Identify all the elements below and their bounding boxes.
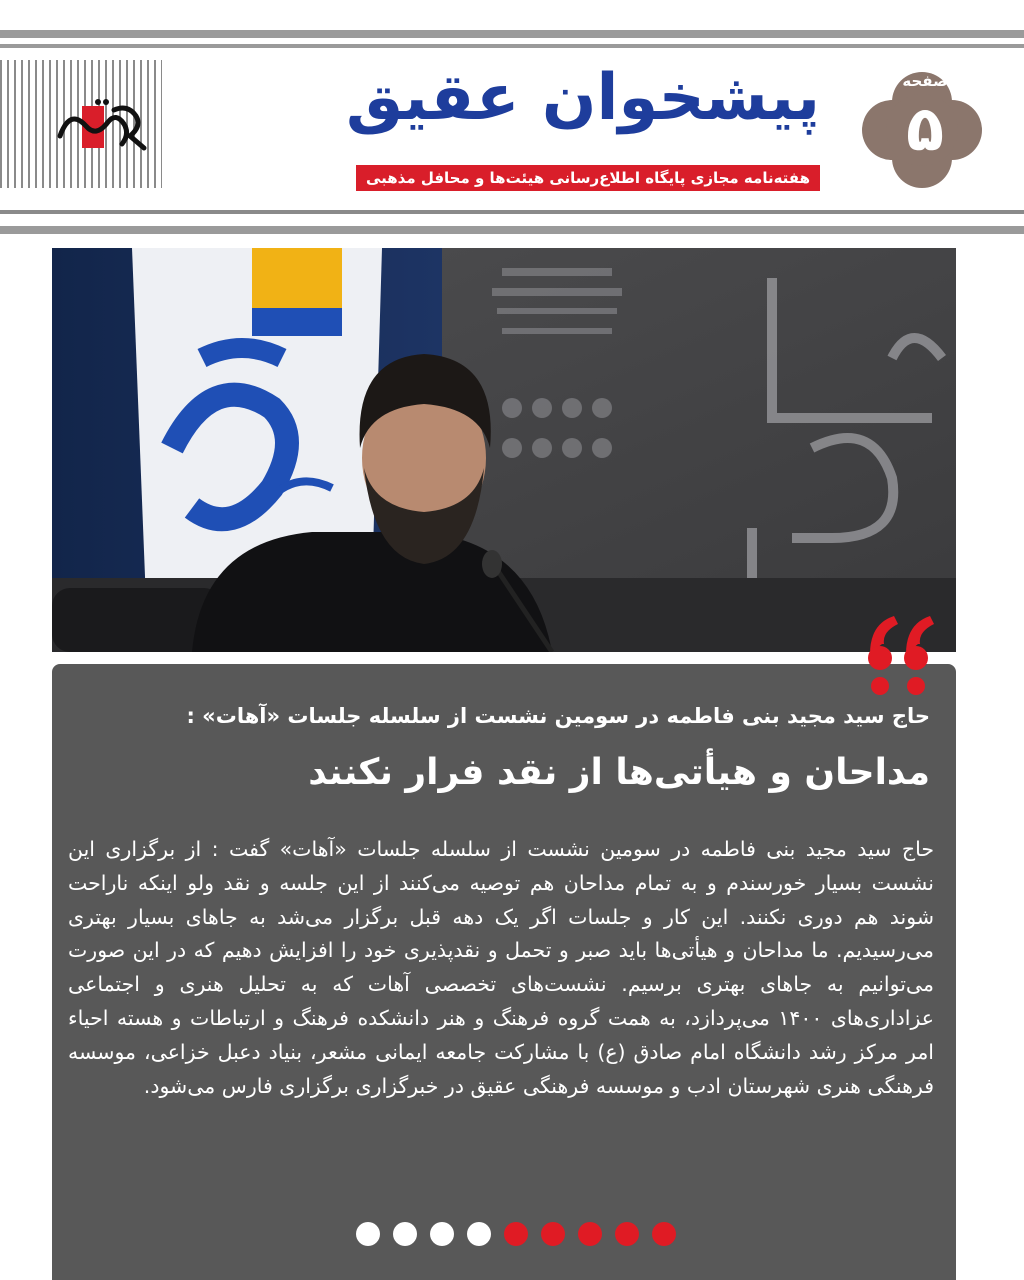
header-rule-2 xyxy=(0,226,1024,234)
top-rule-1 xyxy=(0,30,1024,38)
article-kicker: حاج سید مجید بنی فاطمه در سومین نشست از سلسله جلسات «آهات» : xyxy=(186,704,930,728)
pagination-dot[interactable] xyxy=(430,1222,454,1246)
header-rule-1 xyxy=(0,210,1024,214)
article-photo xyxy=(52,248,956,652)
pagination-dot[interactable] xyxy=(541,1222,565,1246)
pagination-dot[interactable] xyxy=(504,1222,528,1246)
article-body: حاج سید مجید بنی فاطمه در سومین نشست از سلسله جلسات «آهات» گفت : از برگزاری این نشست بسیار خورسندم و به تمام مداحان هم توصیه می‌کنند از این جلسه و نقد ولو اینکه ناراحت شوند هم دوری نکنند. این کار و جلسات اگر یک دهه قبل برگزار می‌شد به جاهای بسیار بهتری می‌رسیدیم. ما مداحان و هیأتی‌ها باید صبر و تحمل و نقدپذیری خود را افزایش دهیم که در این صورت می‌توانیم به جاهای بهتری برسیم. نشست‌های تخصصی آهات که به تحلیل هنری و اجتماعی عزاداری‌های ۱۴۰۰ می‌پردازد، به همت گروه فرهنگ و هنر دانشکده فرهنگ و ارتباطات و هسته احیاء امر مرکز رشد دانشگاه امام صادق (ع) با مشارکت جامعه ایمانی مشعر، بنیاد دعبل خزاعی، موسسه فرهنگی هنری شهرستان ادب و موسسه فرهنگی عقیق در خبرگزاری برگزاری فارس می‌شود. xyxy=(68,837,934,1098)
masthead-tagline: هفته‌نامه مجازی پایگاه اطلاع‌رسانی هیئت‌ها و محافل مذهبی xyxy=(356,165,820,191)
masthead-title: پیشخوان عقیق xyxy=(346,61,820,135)
article-headline: مداحان و هیأتی‌ها از نقد فرار نکنند xyxy=(308,752,930,793)
aqiq-logo xyxy=(54,96,154,160)
pagination-dot[interactable] xyxy=(393,1222,417,1246)
pagination-dots xyxy=(356,1222,676,1248)
pagination-dot[interactable] xyxy=(652,1222,676,1246)
page-number: ۵ xyxy=(906,92,944,165)
pagination-dot[interactable] xyxy=(467,1222,491,1246)
quote-icon xyxy=(864,614,940,696)
page-label: صفحه xyxy=(902,72,948,90)
pagination-dot[interactable] xyxy=(578,1222,602,1246)
pagination-dot[interactable] xyxy=(356,1222,380,1246)
top-rule-2 xyxy=(0,44,1024,48)
pagination-dot[interactable] xyxy=(615,1222,639,1246)
